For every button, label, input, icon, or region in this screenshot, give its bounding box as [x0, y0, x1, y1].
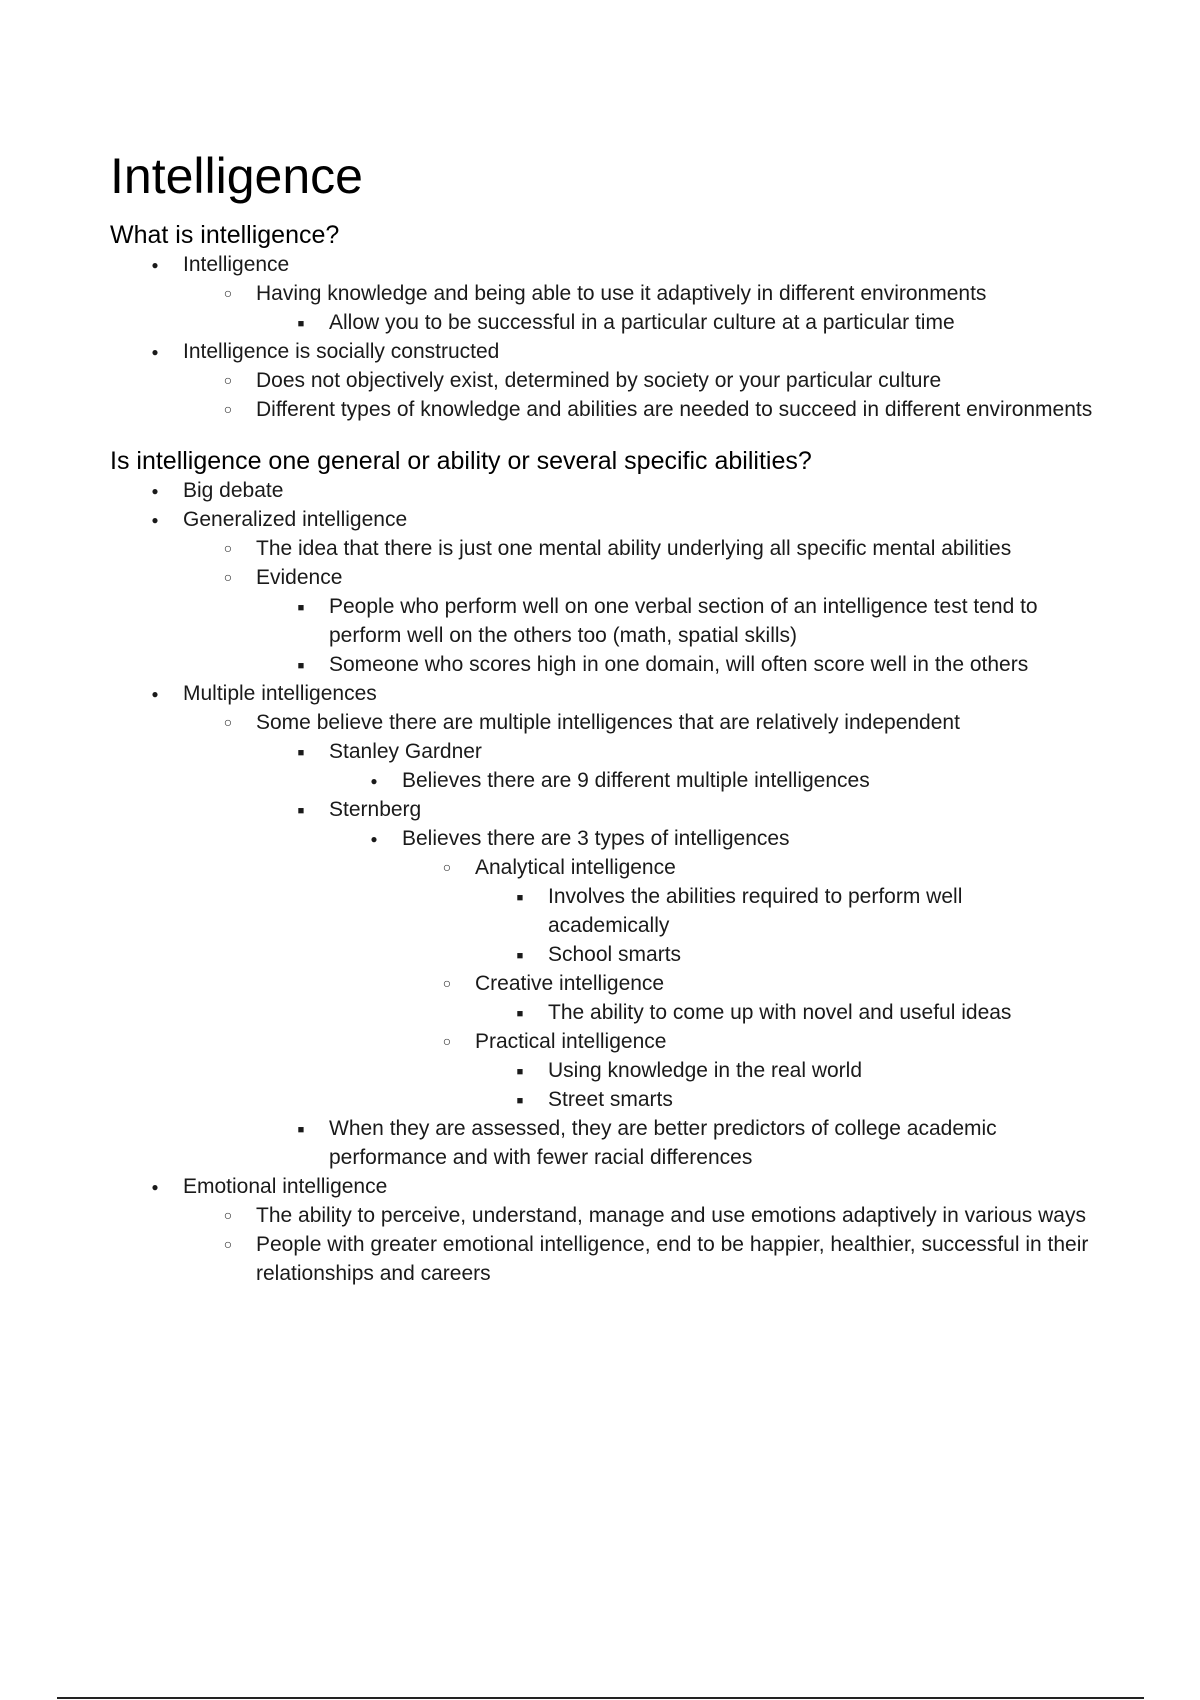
list-item: ● Emotional intelligence ○ The ability to perceive, understand, manage and use emotions adaptively in various ways ○ People with greater emotional intelligence, end to be happier, healthier, successful in their relationships and careers	[110, 1172, 1100, 1288]
section-heading-general-or-specific: Is intelligence one general or ability or several specific abilities?	[110, 447, 812, 475]
list-item: ■ Someone who scores high in one domain, will often score well in the others	[256, 650, 1100, 679]
list-item: ■ Stanley Gardner ● Believes there are 9 different multiple intelligences	[256, 737, 1100, 795]
list-item: ○ Analytical intelligence ■ Involves the abilities required to perform well academically ■ School smarts	[402, 853, 1100, 969]
list-item: ○ The ability to perceive, understand, manage and use emotions adaptively in various ways	[183, 1201, 1100, 1230]
page-title: Intelligence	[110, 148, 363, 204]
bullet-circle-icon	[221, 1230, 235, 1259]
list-item: ● Intelligence ○ Having knowledge and being able to use it adaptively in different environments ■ Allow you to be successful in a particular culture at a particular time	[110, 250, 1100, 337]
list-item: ○ Different types of knowledge and abilities are needed to succeed in different environments	[183, 395, 1100, 424]
list-item: ■ Street smarts	[475, 1085, 1100, 1114]
bullet-square-icon	[513, 1085, 527, 1116]
bullet-circle-icon	[221, 563, 235, 592]
bullet-circle-icon	[221, 1201, 235, 1230]
bullet-square-icon	[294, 1114, 308, 1145]
bullet-square-icon	[294, 592, 308, 623]
bullet-circle-icon	[221, 366, 235, 395]
bullet-square-icon	[294, 650, 308, 681]
document-body	[110, 140, 1100, 1288]
list-item: ● Generalized intelligence ○ The idea that there is just one mental ability underlying all specific mental abilities ○ Evidence ■ People who perform well on one verbal section of an intelligence test tend to perform well on the others too (math, spatial skills) ■ Someone who scores high in one domain, will often score well in the others	[110, 505, 1100, 679]
list-item: ○ Having knowledge and being able to use it adaptively in different environments ■ Allow you to be successful in a particular culture at a particular time	[183, 279, 1100, 337]
bullet-disc-icon	[148, 679, 162, 709]
bullet-circle-icon	[440, 853, 454, 882]
list-item: ○ Creative intelligence ■ The ability to come up with novel and useful ideas	[402, 969, 1100, 1027]
list-item: ■ School smarts	[475, 940, 975, 969]
bullet-square-icon	[513, 940, 527, 971]
bullet-circle-icon	[221, 395, 235, 424]
bullet-disc-icon	[148, 505, 162, 535]
bullet-circle-icon	[221, 534, 235, 563]
bullet-disc-icon	[148, 476, 162, 506]
list-item: ■ The ability to come up with novel and useful ideas	[475, 998, 1100, 1027]
bullet-circle-icon	[440, 1027, 454, 1056]
list-item: ○ Some believe there are multiple intelligences that are relatively independent ■ Stanley Gardner ● Believes there are 9 different multiple intelligences ■ Sternberg ● Believes there are 3 types of intelligences ○ Analytical intelligence ■ Involves the abilities required to perform well academically ■ School smarts ○ Creative intelligence ■ The ability to come up with novel and useful ideas ○ Practical intelligence ■ Using knowledge in the real world ■ Street smarts ■ When they are assessed, they are better predictors of college academic performance and with fewer racial differences	[183, 708, 1100, 1172]
list-item: ● Big debate	[110, 476, 1100, 505]
list-item: ■ Using knowledge in the real world	[475, 1056, 1100, 1085]
bullet-square-icon	[513, 998, 527, 1029]
list-item: ○ Evidence ■ People who perform well on one verbal section of an intelligence test tend to perform well on the others too (math, spatial skills) ■ Someone who scores high in one domain, will often score well in the others	[183, 563, 1100, 679]
section-heading-what-is-intelligence: What is intelligence?	[110, 221, 340, 249]
bullet-disc-icon	[367, 766, 381, 796]
bullet-disc-icon	[148, 337, 162, 367]
section2-list	[110, 476, 1100, 1288]
list-item: ● Believes there are 9 different multiple intelligences	[329, 766, 1100, 795]
list-item: ○ Does not objectively exist, determined by society or your particular culture	[183, 366, 1100, 395]
page-divider	[57, 1697, 1144, 1699]
bullet-square-icon	[294, 795, 308, 826]
bullet-square-icon	[513, 1056, 527, 1087]
bullet-circle-icon	[221, 279, 235, 308]
bullet-circle-icon	[440, 969, 454, 998]
list-item: ○ People with greater emotional intelligence, end to be happier, healthier, successful in their relationships and careers	[183, 1230, 1100, 1288]
list-item: ● Multiple intelligences ○ Some believe there are multiple intelligences that are relatively independent ■ Stanley Gardner ● Believes there are 9 different multiple intelligences ■ Sternberg ● Believes there are 3 types of intelligences ○ Analytical intelligence ■ Involves the abilities required to perform well academically ■ School smarts ○ Creative intelligence ■ The ability to come up with novel and useful ideas ○ Practical intelligence ■ Using knowledge in the real world ■ Street smarts ■ When they are assessed, they are better predictors of college academic performance and with fewer racial differences	[110, 679, 1100, 1172]
list-item: ■ Sternberg ● Believes there are 3 types of intelligences ○ Analytical intelligence ■ Involves the abilities required to perform well academically ■ School smarts ○ Creative intelligence ■ The ability to come up with novel and useful ideas ○ Practical intelligence ■ Using knowledge in the real world ■ Street smarts	[256, 795, 1100, 1114]
bullet-disc-icon	[148, 250, 162, 280]
list-item: ● Believes there are 3 types of intelligences ○ Analytical intelligence ■ Involves the abilities required to perform well academically ■ School smarts ○ Creative intelligence ■ The ability to come up with novel and useful ideas ○ Practical intelligence ■ Using knowledge in the real world ■ Street smarts	[329, 824, 1100, 1114]
list-item: ○ Practical intelligence ■ Using knowledge in the real world ■ Street smarts	[402, 1027, 1100, 1114]
list-item: ○ The idea that there is just one mental ability underlying all specific mental abilities	[183, 534, 1100, 563]
bullet-square-icon	[513, 882, 527, 913]
list-item: ■ Allow you to be successful in a particular culture at a particular time	[256, 308, 1100, 337]
list-item: ● Intelligence is socially constructed ○ Does not objectively exist, determined by society or your particular culture ○ Different types of knowledge and abilities are needed to succeed in different environments	[110, 337, 1100, 424]
bullet-disc-icon	[367, 824, 381, 854]
bullet-circle-icon	[221, 708, 235, 737]
list-item: ■ People who perform well on one verbal section of an intelligence test tend to perform well on the others too (math, spatial skills)	[256, 592, 1100, 650]
section1-list	[110, 250, 1100, 424]
bullet-square-icon	[294, 737, 308, 768]
list-item: ■ When they are assessed, they are better predictors of college academic performance and with fewer racial differences	[256, 1114, 1100, 1172]
bullet-square-icon	[294, 308, 308, 339]
bullet-disc-icon	[148, 1172, 162, 1202]
list-item: ■ Involves the abilities required to perform well academically	[475, 882, 975, 940]
